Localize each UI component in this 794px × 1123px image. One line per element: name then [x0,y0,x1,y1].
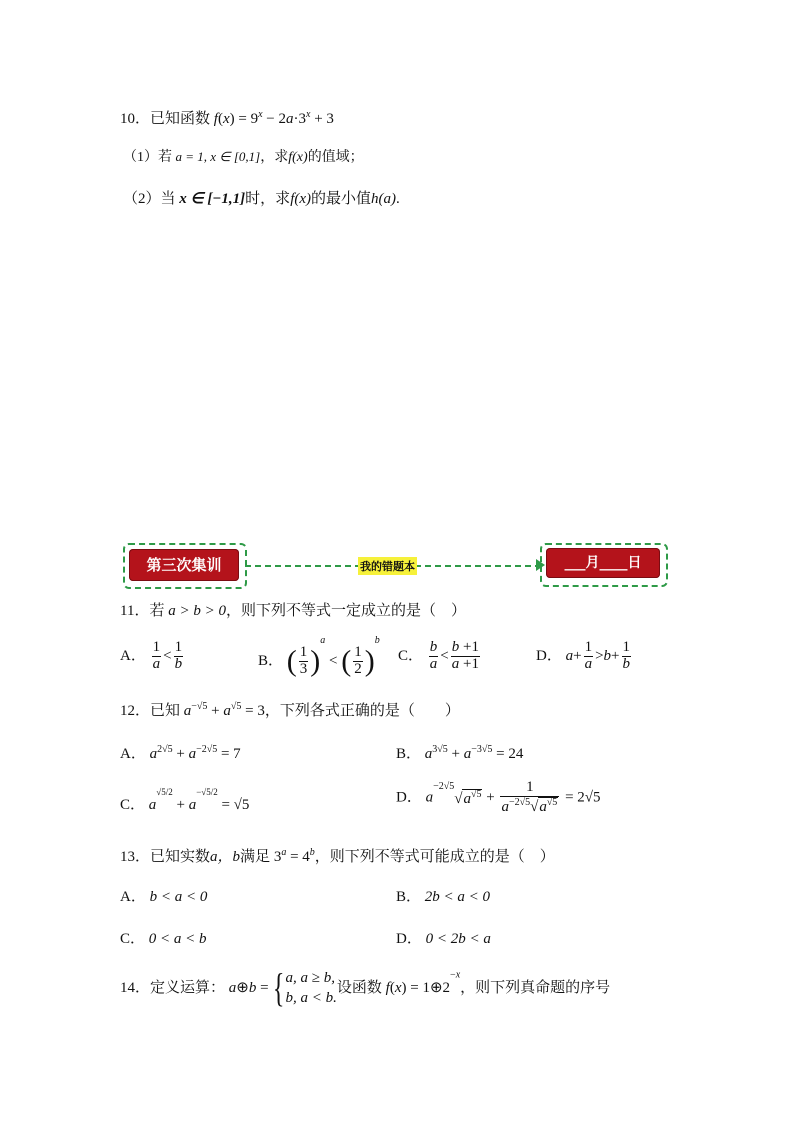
q13-option-c [120,932,207,947]
q11-option-a-label: A． [120,647,146,664]
q13-option-b-math: 2b < a < 0 [424,889,491,905]
q10-part2-h: h(a) [371,191,397,207]
q13-stem-post: ，则下列不等式可能成立的是（ ） [314,849,555,865]
q14-number: 14． [120,979,151,996]
q11-option-d: D． a+ $\frac{1}{a}$ >b+ $\frac{1}{b}$ [536,639,630,672]
q14-stem-post: ，则下列真命题的序号 [460,979,611,996]
q11-option-b: B． ( $\frac{1}{3}$ )$^a$ < ( $\frac{1}{2}$ )$^b$ [258,635,380,678]
banner-date-label: ___月____日 [546,548,660,578]
q12-stem-pre: 已知 [150,703,181,719]
q10-part1-fx: f(x) [288,150,308,165]
q11-option-a: A． $\frac{1}{a}$ < $\frac{1}{b}$ [120,639,183,672]
banner-left-label: 第三次集训 [129,549,239,581]
q13-option-c-label: C． [120,931,146,947]
q12-stem: 12．已知 $a^{-√5} + a^{√5} = 3$，下列各式正确的是（ ） [120,701,460,719]
q10-part2: （2）当 x ∈ [−1,1]时，求f(x)的最小值h(a). [123,191,400,207]
q13-option-b [396,890,490,905]
q11-stem-pre: 若 [149,603,165,619]
q12-option-b-label: B． [396,746,422,762]
q10-stem: 10．已知函数 $f(x) = 9^x - 2a\cdot 3^x + 3$ [120,109,334,127]
q13-option-a [120,890,207,905]
q12-option-c: C． $a^{√5/2} + a^{-√5/2} = √5$ [120,787,250,814]
q12-option-a-label: A． [120,746,146,762]
q10-part2-condition: x ∈ [−1,1] [179,191,246,207]
q10-part1-tail: 的值域； [307,150,364,165]
q13-option-a-label: A． [120,889,146,905]
q11-stem [120,604,466,619]
q11-stem-post: ，则下列不等式一定成立的是（ ） [225,603,466,619]
q11-option-d-label: D． [536,647,562,664]
q10-number: 10． [120,111,151,127]
q11-condition: a > b > 0 [168,603,226,619]
q13-vars: a，b [210,849,241,865]
q10-part2-fx: f(x) [290,191,312,207]
q13-stem-pre: 已知实数 [150,849,211,865]
q10-part2-label: （2）当 [123,191,176,207]
q11-option-c-label: C． [398,647,424,664]
q12-stem-post: ，下列各式正确的是（ ） [264,703,460,719]
q11-option-b-label: B． [258,653,284,670]
q13-stem: 13．已知实数a，b满足 $3^a = 4^b$，则下列不等式可能成立的是（ ） [120,847,555,865]
q13-stem-mid: 满足 [240,849,271,865]
q11-option-c: C． $\frac{b}{a}$ < $\frac{b +1}{a +1}$ [398,639,479,672]
q10-part1 [123,150,364,165]
q13-option-c-math: 0 < a < b [148,931,207,947]
q10-function-formula: f [213,111,218,127]
q12-option-a: A． $a^{2√5} + a^{-2√5} = 7$ [120,744,241,762]
q12-option-b: B． $a^{3√5} + a^{-3√5} = 24$ [396,744,524,762]
q13-number: 13． [120,849,151,865]
q10-part1-condition: a = 1, x ∈ [0,1] [175,149,261,164]
q12-option-c-label: C． [120,797,146,814]
q12-option-d-label: D． [396,789,422,806]
q10-part1-label: （1）若 [123,150,172,165]
q12-option-d: D． $a^{-2√5}√a^{√5}$ + $\frac{1}{a^{-2√5}√a^{√5}}$ = 2√5 [396,779,601,815]
q13-option-d-label: D． [396,931,422,947]
q10-part2-tail: 的最小值 [311,191,372,207]
banner-middle-label: 我的错题本 [358,557,417,575]
q14-stem: 14．定义运算： a⊕b = {a, a ≥ b, b, a < b.设函数 $f(x) = 1\oplus 2^{-x}$，则下列真命题的序号 [120,965,611,1011]
q10-part2-text: 时，求 [245,191,291,207]
q13-option-a-math: b < a < 0 [149,889,208,905]
q14-stem-mid: 设函数 [336,979,382,996]
q13-option-d [396,932,491,947]
q12-number: 12． [120,703,151,719]
q14-stem-pre: 定义运算： [150,979,226,996]
q10-part1-text: ，求 [260,150,289,165]
q10-stem-text: 已知函数 [150,111,211,127]
q13-option-b-label: B． [396,889,422,905]
q11-number: 11． [120,603,150,619]
q13-option-d-math: 0 < 2b < a [425,931,491,947]
